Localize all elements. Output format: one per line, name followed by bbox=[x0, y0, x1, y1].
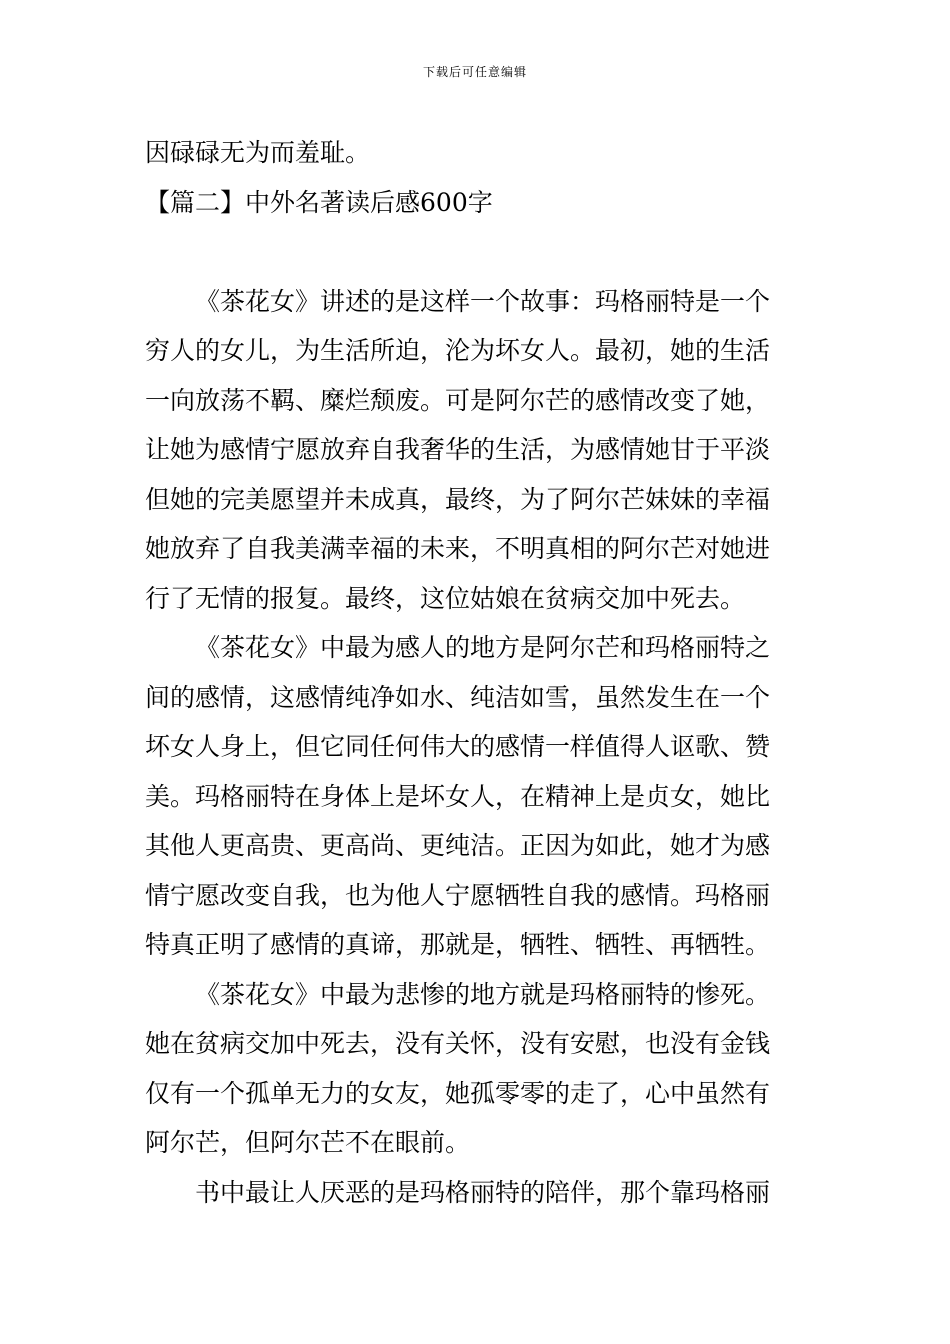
paragraph-line: 让她为感情宁愿放弃自我奢华的生活，为感情她甘于平淡 bbox=[145, 435, 771, 464]
paragraph-line: 《茶花女》讲述的是这样一个故事：玛格丽特是一个 bbox=[195, 286, 771, 316]
paragraph-1 bbox=[145, 277, 810, 624]
paragraph-2 bbox=[145, 623, 810, 970]
paragraph-3 bbox=[145, 970, 810, 1168]
paragraph-line: 坏女人身上，但它同任何伟大的感情一样值得人讴歌、赞 bbox=[145, 732, 771, 761]
paragraph-4 bbox=[145, 1168, 810, 1218]
section-title: 【篇二】中外名著读后感600字 bbox=[145, 187, 493, 217]
paragraph-line: 情宁愿改变自我，也为他人宁愿牺牲自我的感情。玛格丽 bbox=[145, 880, 771, 910]
paragraph-line: 仅有一个孤单无力的女友，她孤零零的走了，心中虽然有 bbox=[145, 1078, 771, 1108]
paragraph-line: 美。玛格丽特在身体上是坏女人，在精神上是贞女，她比 bbox=[145, 781, 771, 811]
page-header: 下载后可任意编辑 bbox=[422, 65, 527, 79]
paragraph-line: 她放弃了自我美满幸福的未来，不明真相的阿尔芒对她进 bbox=[145, 534, 771, 563]
paragraph-line: 《茶花女》中最为悲惨的地方就是玛格丽特的惨死。 bbox=[195, 979, 771, 1009]
paragraph-line: 间的感情，这感情纯净如水、纯洁如雪，虽然发生在一个 bbox=[145, 682, 771, 712]
paragraph-line: 《茶花女》中最为感人的地方是阿尔芒和玛格丽特之 bbox=[195, 633, 771, 662]
paragraph-line: 她在贫病交加中死去，没有关怀，没有安慰，也没有金钱 bbox=[145, 1029, 771, 1058]
paragraph-line: 特真正明了感情的真谛，那就是，牺牲、牺牲、再牺牲。 bbox=[145, 930, 771, 959]
document-body bbox=[145, 128, 810, 1217]
paragraph-line: 但她的完美愿望并未成真，最终，为了阿尔芒妹妹的幸福 bbox=[145, 484, 771, 514]
blank-line bbox=[145, 227, 810, 277]
paragraph-line: 行了无情的报复。最终，这位姑娘在贫病交加中死去。 bbox=[145, 583, 746, 613]
paragraph-line: 其他人更高贵、更高尚、更纯洁。正因为如此，她才为感 bbox=[145, 831, 771, 860]
continued-line: 因碌碌无为而羞耻。 bbox=[145, 138, 371, 167]
paragraph-line: 阿尔芒，但阿尔芒不在眼前。 bbox=[145, 1128, 471, 1157]
paragraph-line: 穷人的女儿，为生活所迫，沦为坏女人。最初，她的生活 bbox=[145, 336, 771, 365]
paragraph-line: 书中最让人厌恶的是玛格丽特的陪伴，那个靠玛格丽 bbox=[195, 1177, 771, 1207]
paragraph-line: 一向放荡不羁、糜烂颓废。可是阿尔芒的感情改变了她， bbox=[145, 385, 771, 415]
